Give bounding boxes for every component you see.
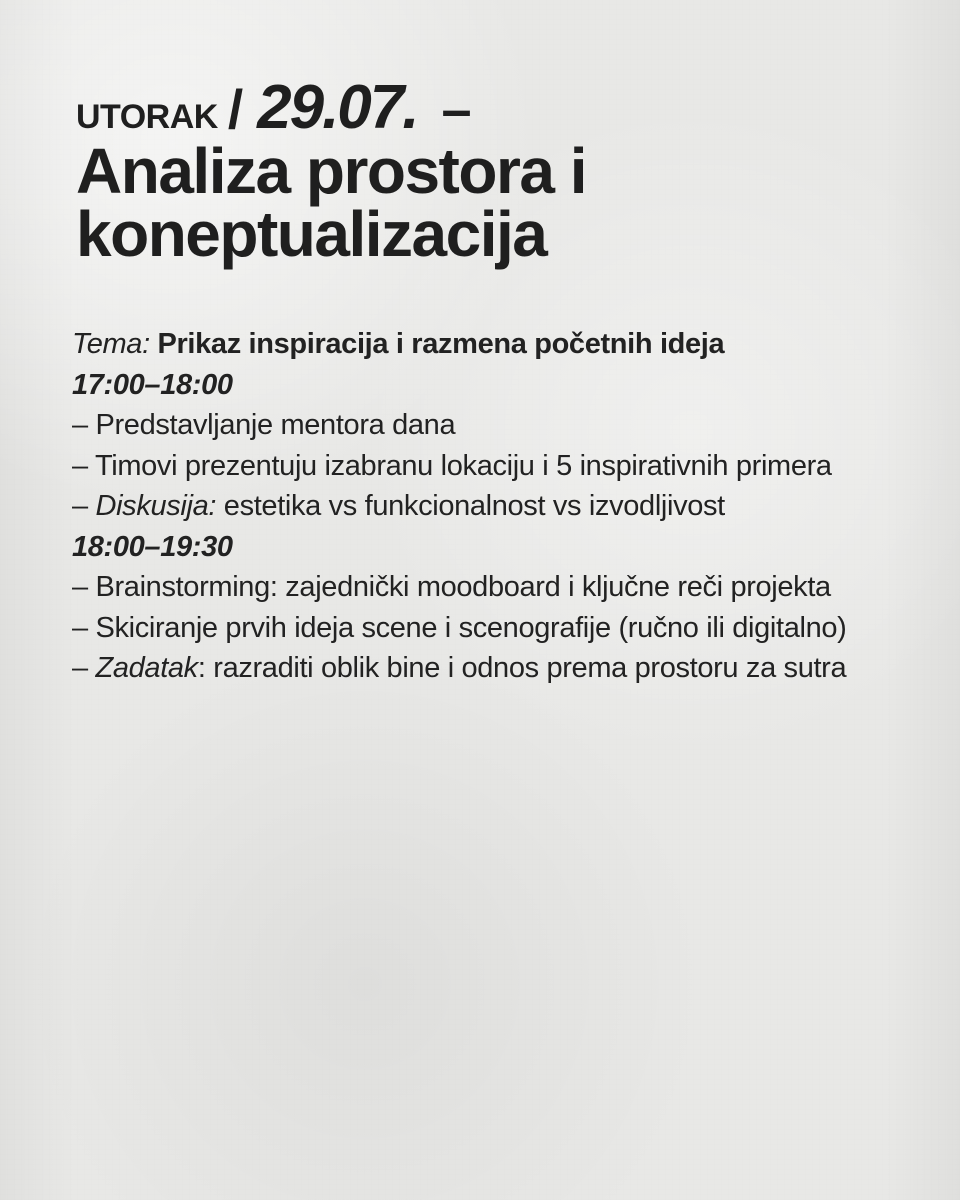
topic-value: Prikaz inspiracija i razmena početnih ideja [157,328,725,360]
list-dash: – [72,490,96,522]
schedule-item [72,648,907,689]
discussion-label: Diskusija: [95,490,217,522]
topic-label: Tema: [72,328,150,360]
schedule-item-text: estetika vs funkcionalnost vs izvodljivost [216,490,725,522]
schedule-item [72,486,907,527]
title-line-2: koneptualizacija [76,198,547,270]
schedule-item-text: Predstavljanje mentora dana [95,409,456,441]
time-slot-heading: 18:00–19:30 [72,530,233,563]
list-dash: – [72,571,96,603]
day-heading [76,73,896,270]
schedule-item-text: Skiciranje prvih ideja scene i scenografije (ručno ili digitalno) [95,611,847,644]
schedule-item-text: Timovi prezentuju izabranu lokaciju i 5 inspirativnih primera [94,449,832,482]
schedule-item [72,608,907,649]
schedule-item [72,405,907,446]
assignment-label: Zadatak [95,652,198,684]
schedule-item-text: : razraditi oblik bine i odnos prema prostoru za sutra [197,652,847,684]
schedule-content [72,324,907,689]
day-label: UTORAK [76,98,218,136]
date-separator: / [227,78,242,140]
list-dash: – [72,449,95,482]
list-dash: – [72,611,96,644]
list-dash: – [72,409,96,441]
title-line-1: Analiza prostora i [76,135,586,207]
title-dash: – [441,80,471,140]
topic-line [72,324,907,365]
schedule-item [72,446,907,487]
schedule-item-text: Brainstorming: zajednički moodboard i ključne reči projekta [95,571,831,603]
day-date-line [76,73,896,142]
date-label: 29.07. [257,73,418,142]
time-slot-heading: 17:00–18:00 [72,368,233,401]
schedule-item [72,567,907,608]
list-dash: – [72,652,96,684]
